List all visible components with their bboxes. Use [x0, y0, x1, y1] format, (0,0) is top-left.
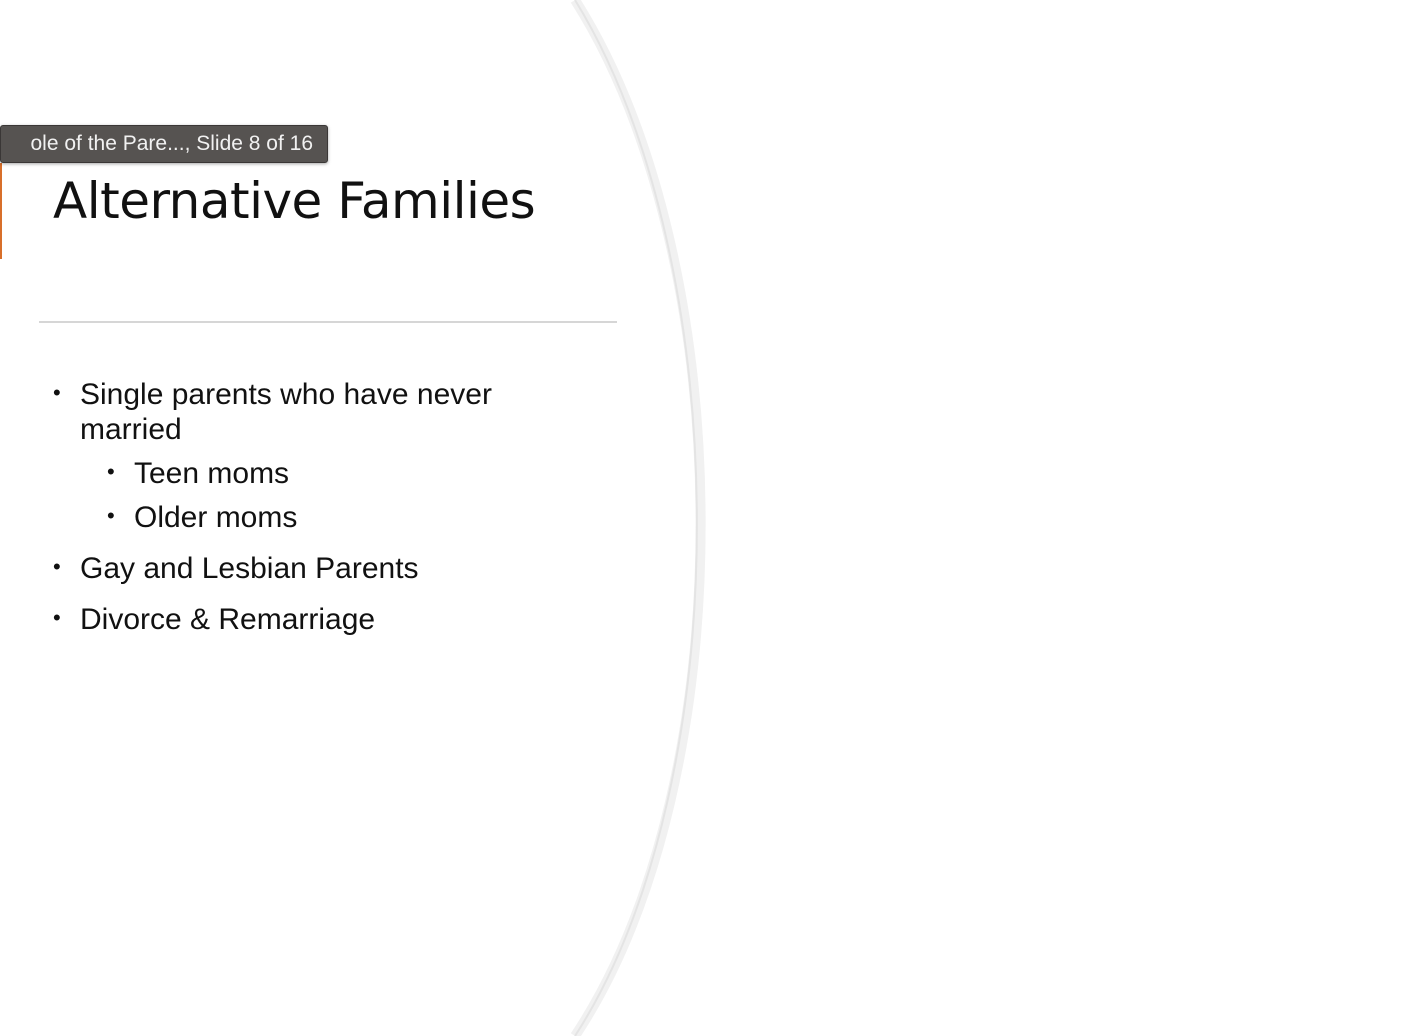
sub-bullet-item-teen-moms: Teen moms	[134, 457, 290, 490]
title-accent-bar	[0, 163, 2, 259]
curve-shadow-line	[575, 0, 701, 1036]
bullet-dot: •	[53, 605, 61, 630]
curve-line	[575, 0, 697, 1036]
bullet-dot: •	[53, 380, 61, 405]
slide-tooltip-text: ole of the Pare..., Slide 8 of 16	[30, 132, 313, 155]
sub-bullet-item-older-moms: Older moms	[134, 501, 298, 534]
bullet-item-single-parents-line-1: Single parents who have never	[80, 378, 492, 411]
bullet-dot: •	[53, 554, 61, 579]
sub-bullet-dot: •	[107, 503, 115, 528]
sub-bullet-dot: •	[107, 459, 115, 484]
bullet-item-single-parents-line-2: married	[80, 413, 182, 446]
slide-tooltip	[0, 125, 328, 163]
title-divider	[39, 321, 617, 323]
slide-title: Alternative Families	[53, 172, 536, 230]
bullet-item-gay-lesbian-parents: Gay and Lesbian Parents	[80, 552, 419, 585]
bullet-item-divorce-remarriage: Divorce & Remarriage	[80, 603, 376, 636]
